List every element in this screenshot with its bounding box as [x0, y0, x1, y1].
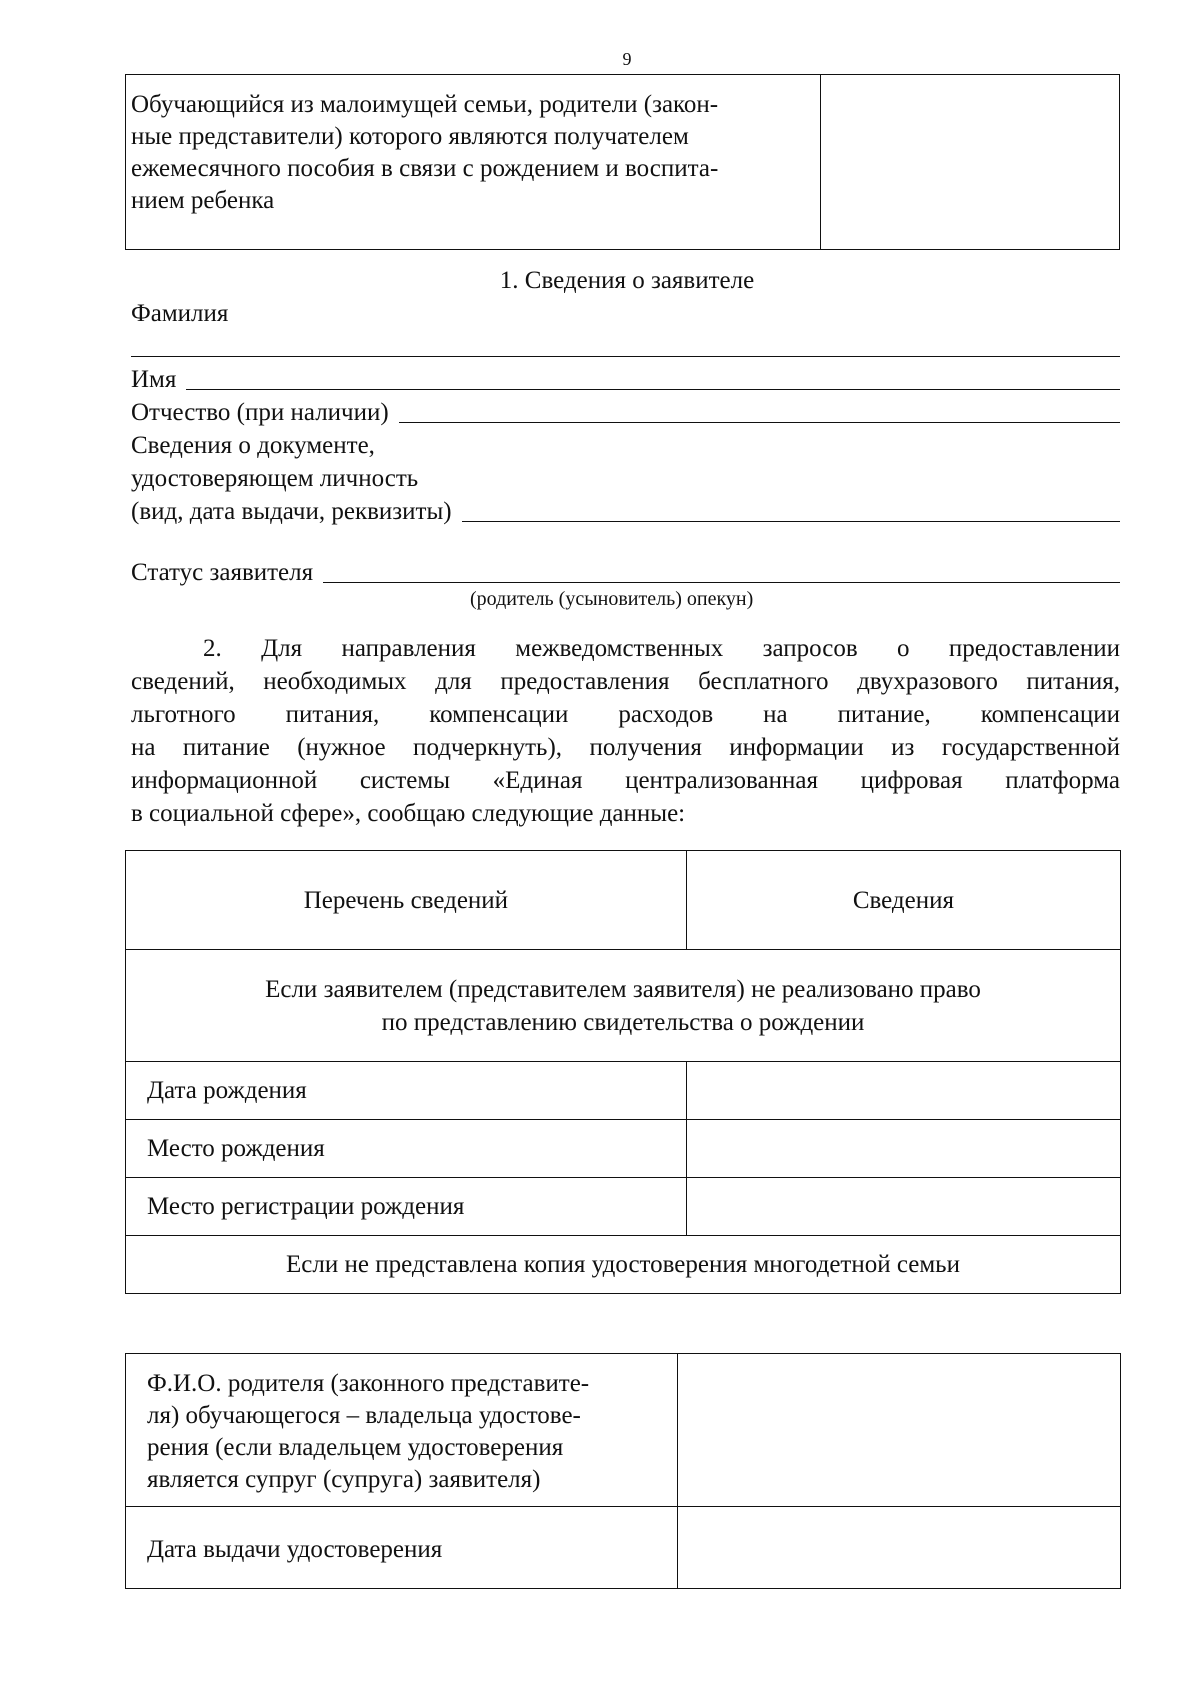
- name-label: Имя: [131, 366, 177, 393]
- table-row: [126, 950, 1121, 1062]
- document-label-line3: (вид, дата выдачи, реквизиты): [131, 498, 452, 525]
- large-family-note: Если не представлена копия удостоверения многодетной семьи: [126, 1236, 1121, 1294]
- patronymic-underline: [399, 421, 1120, 423]
- status-hint: (родитель (усыновитель) опекун): [470, 588, 754, 610]
- label-line: Ф.И.О. родителя (законного представите-: [147, 1370, 590, 1397]
- paragraph-line: льготного питания, компенсации расходов на питание, компенсации: [131, 701, 1120, 728]
- category-line: ежемесячного пособия в связи с рождением и воспита-: [131, 155, 719, 182]
- note-line: по представлению свидетельства о рождении: [381, 1008, 865, 1036]
- note-line: Если заявителем (представителем заявителя) не реализовано право: [265, 975, 981, 1003]
- certificate-issue-date-value-cell[interactable]: [677, 1507, 1120, 1589]
- paragraph-line: 2. Для направления межведомственных запросов о предоставлении: [203, 635, 1120, 662]
- table-row: [126, 1354, 1121, 1507]
- paragraph-line: информационной системы «Единая централизованная цифровая платформа: [131, 767, 1120, 794]
- section-1-title: 1. Сведения о заявителе: [499, 267, 755, 294]
- table-row: [126, 1236, 1121, 1294]
- status-underline: [323, 581, 1120, 583]
- information-table: [125, 850, 1121, 1294]
- table-row: [126, 1178, 1121, 1236]
- table-row: [126, 1120, 1121, 1178]
- document-label-line2: удостоверяющем личность: [131, 465, 419, 492]
- paragraph-line: в социальной сфере», сообщаю следующие данные:: [131, 800, 686, 827]
- category-line: ные представители) которого являются получателем: [131, 123, 689, 150]
- patronymic-label: Отчество (при наличии): [131, 399, 389, 426]
- identity-document-underline: [462, 520, 1120, 522]
- birth-place-label: Место рождения: [126, 1120, 687, 1178]
- page-number: 9: [622, 49, 632, 69]
- surname-label: Фамилия: [131, 300, 229, 327]
- patronymic-field[interactable]: [131, 396, 1120, 429]
- surname-underline: [131, 355, 1120, 357]
- table-row: [126, 75, 1120, 250]
- birth-place-value-cell[interactable]: [686, 1120, 1120, 1178]
- applicant-status-field[interactable]: [131, 556, 1120, 589]
- header-information-list: Перечень сведений: [126, 851, 687, 950]
- label-line: ля) обучающегося – владельца удостове-: [147, 1402, 581, 1429]
- beneficiary-category-table: [125, 74, 1120, 250]
- category-checkbox-cell[interactable]: [820, 75, 1119, 250]
- paragraph-line: сведений, необходимых для предоставления бесплатного двухразового питания,: [131, 668, 1120, 695]
- label-line: является супруг (супруга) заявителя): [147, 1466, 541, 1493]
- identity-document-field[interactable]: [131, 495, 1120, 528]
- name-field[interactable]: [131, 363, 1120, 396]
- category-line: Обучающийся из малоимущей семьи, родители (закон-: [131, 91, 719, 118]
- label-line: рения (если владельцем удостоверения: [147, 1434, 564, 1461]
- status-label: Статус заявителя: [131, 559, 314, 586]
- birth-date-label: Дата рождения: [126, 1062, 687, 1120]
- table-row: [126, 1507, 1121, 1589]
- name-underline: [186, 388, 1120, 390]
- birth-registration-place-value-cell[interactable]: [686, 1178, 1120, 1236]
- header-information: Сведения: [686, 851, 1120, 950]
- birth-registration-place-label: Место регистрации рождения: [126, 1178, 687, 1236]
- certificate-owner-value-cell[interactable]: [677, 1354, 1120, 1507]
- section-2-paragraph: [131, 632, 1120, 830]
- paragraph-line: на питание (нужное подчеркнуть), получения информации из государственной: [131, 734, 1120, 761]
- document-label-line1: Сведения о документе,: [131, 432, 375, 459]
- category-cell: [126, 75, 821, 250]
- surname-field[interactable]: [131, 330, 1120, 363]
- certificate-issue-date-label: Дата выдачи удостоверения: [126, 1507, 678, 1589]
- birth-date-value-cell[interactable]: [686, 1062, 1120, 1120]
- category-line: нием ребенка: [131, 187, 275, 214]
- certificate-owner-label: [126, 1354, 678, 1507]
- birth-certificate-note: [126, 950, 1121, 1062]
- table-row: [126, 1062, 1121, 1120]
- table-header-row: [126, 851, 1121, 950]
- large-family-certificate-table: [125, 1353, 1121, 1589]
